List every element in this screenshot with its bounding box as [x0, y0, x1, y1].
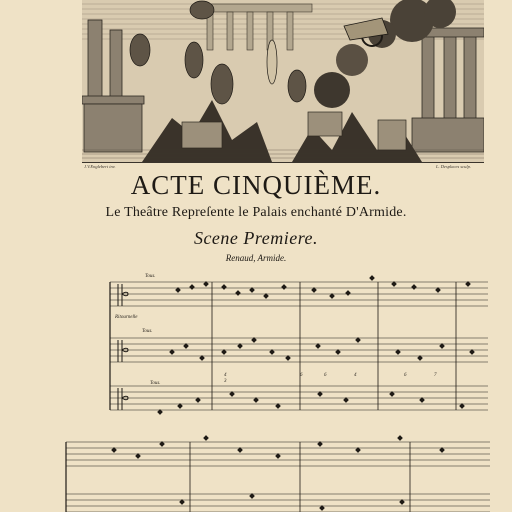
bar-lines-lower	[190, 442, 410, 512]
act-title: ACTE CINQUIÈME.	[130, 170, 382, 200]
svg-text:4: 4	[224, 373, 227, 378]
engraver-credit-left: J.V.Englebert inv.	[84, 164, 116, 169]
staff-1	[110, 282, 488, 306]
music-score	[0, 262, 512, 512]
svg-text:6: 6	[300, 373, 303, 378]
notes-staff-1	[175, 275, 471, 299]
tous-marking-2: Tous.	[142, 329, 153, 334]
notes-staff-3	[157, 391, 465, 415]
bar-lines	[212, 282, 456, 410]
staff-3	[110, 386, 488, 410]
staff-5	[66, 494, 490, 512]
notes-lower-system	[111, 435, 445, 511]
engraver-credit-right: L. Desplaces sculp.	[436, 164, 471, 169]
scene-heading: Scene Premiere.	[193, 228, 319, 248]
tous-marking-3: Tous.	[150, 381, 161, 386]
engraving-illustration	[82, 0, 484, 162]
tous-marking-1: Tous.	[145, 274, 156, 279]
staff-2	[110, 338, 488, 362]
ritournelle-marking: Ritournelle	[115, 315, 138, 320]
svg-text:4: 4	[354, 373, 357, 378]
svg-text:3: 3	[224, 379, 227, 384]
notes-staff-2	[169, 337, 475, 361]
scene-setting: Le Theâtre Repreſente le Palais enchanté D'Armide.	[105, 205, 407, 220]
svg-text:7: 7	[434, 373, 437, 378]
clef-icon	[118, 284, 128, 410]
frontispiece-engraving	[82, 0, 484, 163]
svg-text:6: 6	[324, 373, 327, 378]
character-list: Renaud, Armide.	[225, 253, 287, 263]
svg-text:6: 6	[404, 373, 407, 378]
figured-bass	[224, 373, 437, 384]
